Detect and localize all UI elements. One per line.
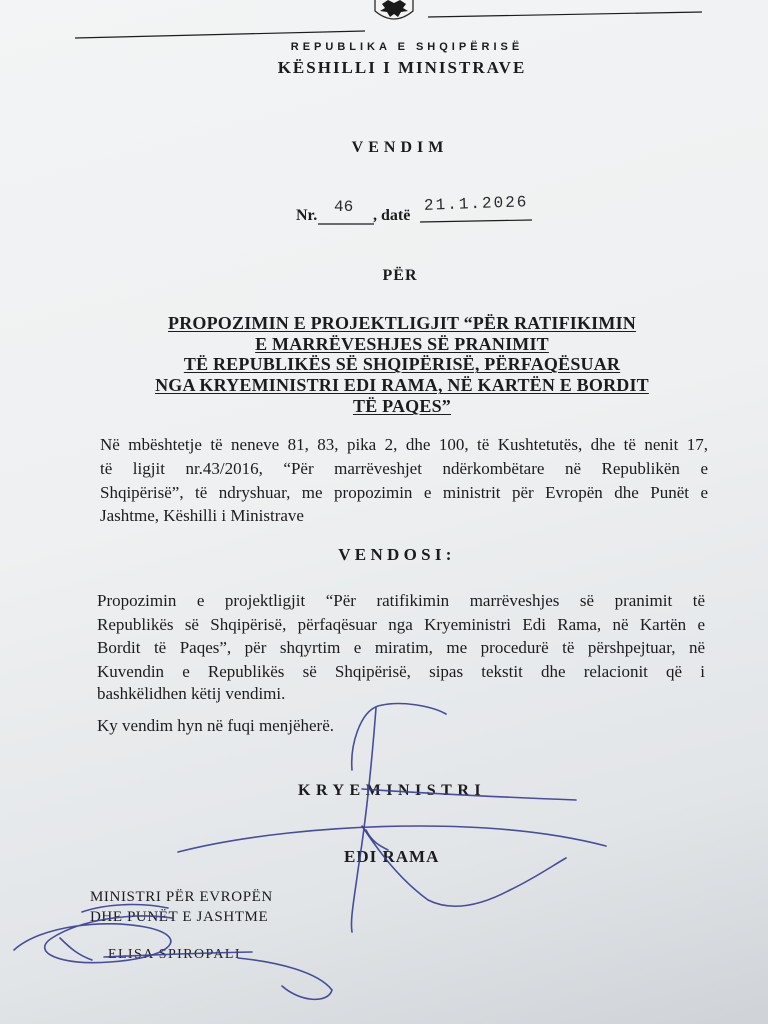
title-line: NGA KRYEMINISTRI EDI RAMA, NË KARTËN E BORDIT <box>155 375 649 395</box>
entry-into-force: Ky vendim hyn në fuqi menjëherë. <box>97 716 334 735</box>
preamble-line: të ligjit nr.43/2016, “Për marrëveshjet ndërkombëtare në Republikën e <box>100 459 708 478</box>
decision-line: bashkëlidhen këtij vendimi. <box>97 684 286 703</box>
state-emblem <box>375 0 413 19</box>
signature-stroke <box>238 958 332 999</box>
prime-minister-title: KRYEMINISTRI <box>298 782 487 799</box>
signature-stroke <box>60 938 92 960</box>
header-rule-left <box>75 31 365 38</box>
decision-line: Kuvendin e Republikës së Shqipërisë, sipas tekstit dhe relacionit që i <box>97 662 705 681</box>
council-heading: KËSHILLI I MINISTRAVE <box>277 58 527 77</box>
date-underline <box>420 220 532 222</box>
signature-stroke <box>352 704 446 770</box>
decision-line: Propozimin e projektligjit “Për ratifikimin marrëveshjes së pranimit të <box>97 591 705 610</box>
minister-title-line: MINISTRI PËR EVROPËN <box>90 889 273 905</box>
decision-line: Republikës së Shqipërisë, përfaqësuar nga Kryeministri Edi Rama, në Kartën e <box>97 615 705 634</box>
for-heading: PËR <box>382 267 418 284</box>
handwritten-date: 21.1.2026 <box>423 193 529 215</box>
signature-stroke <box>351 708 376 932</box>
minister-name: ELISA SPIROPALI <box>108 947 241 962</box>
preamble-line: Në mbështetje të neneve 81, 83, pika 2, dhe 100, të Kushtetutës, dhe të nenit 17, <box>100 435 708 454</box>
date-label: , datë <box>373 207 411 224</box>
preamble-line: Shqipërisë”, të ndryshuar, me propozimin e ministrit për Evropën dhe Punët e <box>100 483 708 502</box>
preamble-line: Jashtme, Këshilli i Ministrave <box>100 506 304 525</box>
title-line: TË REPUBLIKËS SË SHQIPËRISË, PËRFAQËSUAR <box>183 354 621 374</box>
emblem-shield <box>375 0 413 19</box>
eagle-icon <box>380 0 408 17</box>
title-line: E MARRËVESHJES SË PRANIMIT <box>255 334 549 354</box>
decision-line: Bordit të Paqes”, për shqyrtim e miratim, me procedurë të përshpejtuar, në <box>97 638 705 657</box>
handwritten-number: 46 <box>334 198 354 216</box>
minister-title-line: DHE PUNËT E JASHTME <box>90 909 269 925</box>
prime-minister-name: EDI RAMA <box>344 847 440 866</box>
header-rule-right <box>428 12 702 17</box>
decision-heading: VENDIM <box>351 139 449 156</box>
title-line: PROPOZIMIN E PROJEKTLIGJIT “PËR RATIFIKIMIN <box>168 313 636 333</box>
title-line: TË PAQES” <box>353 396 451 416</box>
republic-heading: REPUBLIKA E SHQIPËRISË <box>290 41 524 53</box>
decides-heading: VENDOSI: <box>338 545 456 564</box>
number-label: Nr. <box>296 207 318 224</box>
